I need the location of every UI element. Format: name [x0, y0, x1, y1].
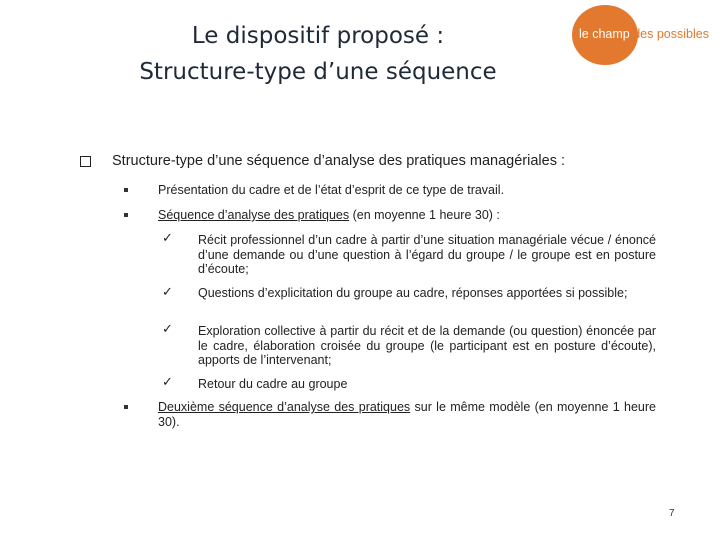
- title-line-2: Structure-type d’une séquence: [139, 59, 497, 85]
- checkmark-icon: ✓: [162, 230, 173, 245]
- deuxieme-underlined: Deuxième séquence d’analyse des pratiques: [158, 400, 411, 414]
- page-title: [100, 18, 536, 90]
- list-item-deuxieme: [158, 400, 656, 429]
- list-item-sequence: [158, 208, 500, 222]
- sub-item-questions: Questions d’explicitation du groupe au cadre, réponses apportées si possible;: [198, 286, 628, 300]
- sequence-rest: (en moyenne 1 heure 30) :: [349, 208, 500, 222]
- deuxieme-rest: sur le même modèle (en moyenne 1 heure 30).: [158, 400, 656, 429]
- square-bullet-icon: [124, 405, 128, 409]
- checkmark-icon: ✓: [162, 321, 173, 336]
- main-heading: Structure-type d’une séquence d’analyse des pratiques managériales :: [112, 153, 565, 169]
- sequence-underlined: Séquence d’analyse des pratiques: [158, 208, 350, 222]
- page-number: 7: [669, 508, 675, 519]
- square-bullet-icon: [124, 188, 128, 192]
- checkmark-icon: ✓: [162, 284, 173, 299]
- logo-text-part1: le champ: [579, 27, 630, 41]
- title-line-1: Le dispositif proposé :: [191, 23, 445, 49]
- list-item-presentation: Présentation du cadre et de l’état d’esprit de ce type de travail.: [158, 183, 505, 197]
- sub-item-recit: Récit professionnel d’un cadre à partir d’une situation managériale vécue / énoncé d’une demande ou d’une question à l’égard du groupe / le groupe est en posture d’écoute;: [198, 233, 656, 276]
- checkmark-icon: ✓: [162, 374, 173, 389]
- sub-item-retour: Retour du cadre au groupe: [198, 377, 348, 391]
- logo: [579, 27, 709, 41]
- sub-item-exploration: Exploration collective à partir du récit et de la demande (ou question) énoncée par le cadre, élaboration croisée du groupe (le participant est en posture d’écoute), apports de l’intervenant;: [198, 324, 656, 367]
- square-bullet-icon: [124, 213, 128, 217]
- logo-text-part2: des possibles: [629, 27, 709, 41]
- checkbox-bullet-icon: [80, 156, 91, 167]
